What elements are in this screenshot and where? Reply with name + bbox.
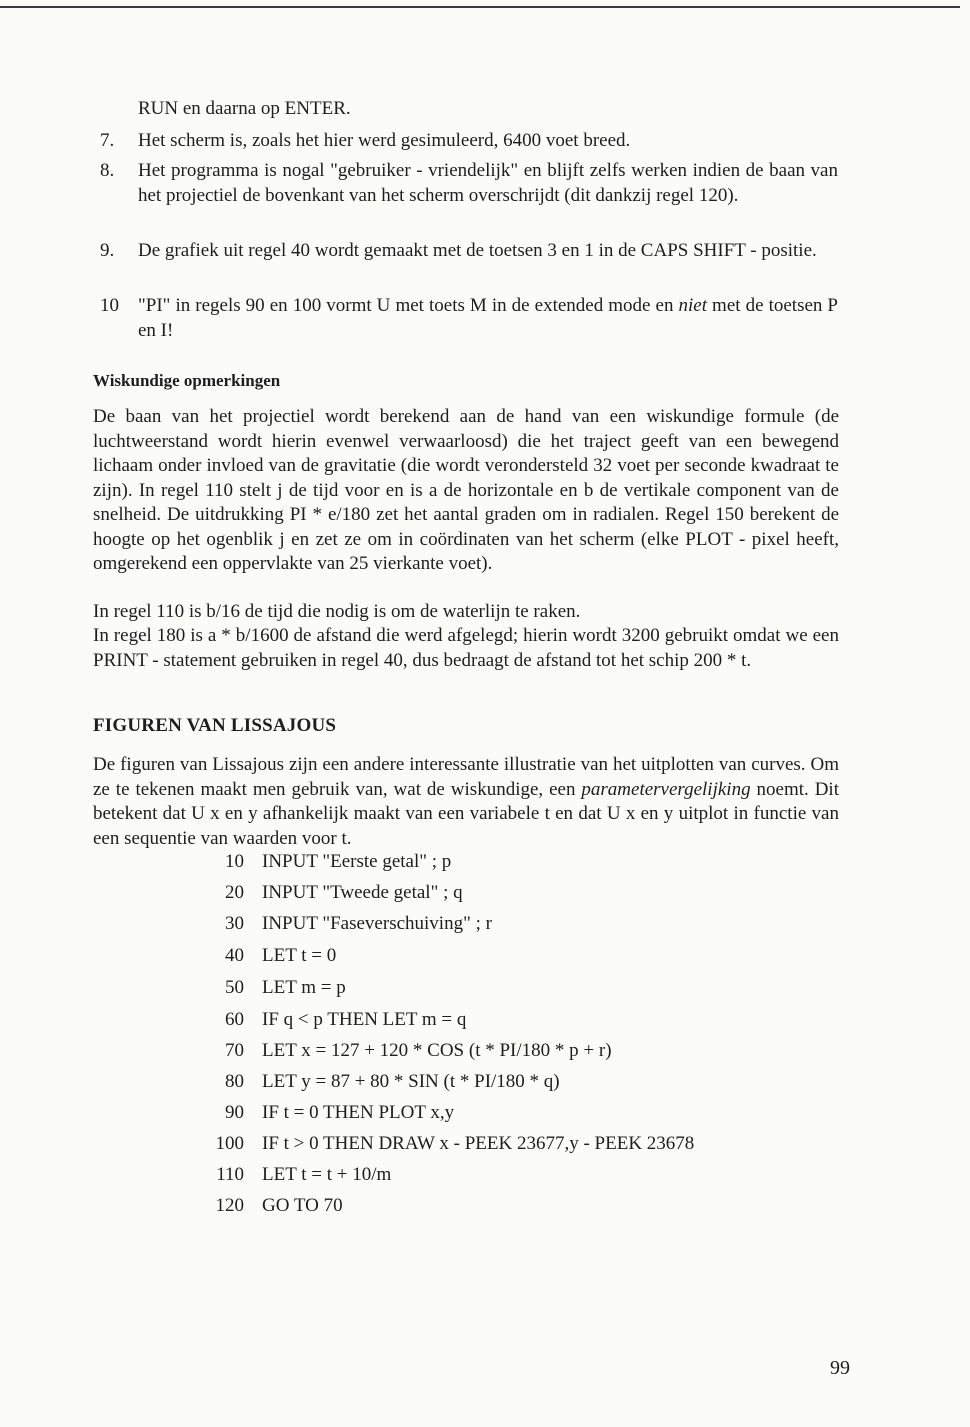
line-number: 50: [225, 977, 244, 998]
code-statement: LET t = 0: [262, 945, 337, 966]
code-line: [0, 1164, 970, 1192]
code-statement: IF t = 0 THEN PLOT x,y: [262, 1102, 455, 1123]
top-rule: [0, 6, 960, 8]
code-statement: INPUT "Tweede getal" ; q: [262, 882, 463, 903]
section-heading: Wiskundige opmerkingen: [93, 371, 281, 390]
code-line: [0, 1071, 970, 1099]
code-statement: INPUT "Faseverschuiving" ; r: [262, 913, 492, 934]
code-line: [0, 851, 970, 879]
continuation-line: RUN en daarna op ENTER.: [138, 98, 351, 119]
paragraph-part: noemt. Dit betekent dat U x en y afhankelijk maakt van een variabele t en dat U x en y uitplot in functie van een sequentie van waarden voor t.: [93, 778, 839, 849]
item-number: 9.: [100, 240, 115, 261]
code-line: [0, 882, 970, 910]
code-statement: IF q < p THEN LET m = q: [262, 1009, 467, 1030]
code-line: [0, 1040, 970, 1068]
line-number: 120: [215, 1195, 244, 1216]
code-statement: LET t = t + 10/m: [262, 1164, 392, 1185]
line-number: 80: [225, 1071, 244, 1092]
code-statement: INPUT "Eerste getal" ; p: [262, 851, 452, 872]
code-line: [0, 945, 970, 973]
code-line: [0, 977, 970, 1005]
paragraph-part: De figuren van Lissajous zijn een andere interessante illustratie van het uitplotten van curves. Om ze te tekenen maakt men gebruik van, wat de wiskundige, een: [93, 754, 839, 800]
item-text-emphasis: niet: [678, 295, 708, 316]
paragraph-emphasis: parametervergelijking: [581, 778, 751, 800]
line-number: 70: [225, 1040, 244, 1061]
item-text: [138, 293, 838, 343]
line-number: 100: [215, 1133, 244, 1154]
code-statement: LET x = 127 + 120 * COS (t * PI/180 * p + r): [262, 1040, 612, 1061]
line-number: 60: [225, 1009, 244, 1030]
code-statement: LET m = p: [262, 977, 346, 998]
code-statement: IF t > 0 THEN DRAW x - PEEK 23677,y - PEEK 23678: [262, 1133, 695, 1154]
code-line: [0, 1133, 970, 1161]
paragraph: [93, 753, 839, 851]
item-number: 10: [100, 295, 119, 316]
line-number: 10: [225, 851, 244, 872]
item-text: Het scherm is, zoals het hier werd gesimuleerd, 6400 voet breed.: [138, 130, 631, 151]
paragraph: In regel 180 is a * b/1600 de afstand die werd afgelegd; hierin wordt 3200 gebruikt omdat we een PRINT - statement gebruiken in regel 40, dus bedraagt de afstand tot het schip 200 * t.: [93, 625, 839, 671]
code-statement: GO TO 70: [262, 1195, 343, 1216]
line-number: 90: [225, 1102, 244, 1123]
item-number: 8.: [100, 160, 115, 181]
code-line: [0, 1195, 970, 1223]
item-text-part: "PI" in regels 90 en 100 vormt U met toets M in de extended mode en: [138, 295, 679, 316]
code-line: [0, 1009, 970, 1037]
paragraph: In regel 110 is b/16 de tijd die nodig is om de waterlijn te raken.: [93, 601, 581, 622]
code-statement: LET y = 87 + 80 * SIN (t * PI/180 * q): [262, 1071, 560, 1092]
section-heading: FIGUREN VAN LISSAJOUS: [93, 715, 337, 736]
page-number: 99: [830, 1357, 850, 1379]
line-number: 110: [216, 1164, 244, 1185]
item-text-part: met de toetsen P en I!: [138, 295, 839, 341]
paragraph: De baan van het projectiel wordt berekend aan de hand van een wiskundige formule (de luchtweerstand wordt hierin evenwel verwaarloosd) die het traject geeft van een bewegend lichaam onder invloed van de gravitatie (die wordt verondersteld 32 voet per seconde kwadraat te zijn). In regel 110 stelt j de tijd voor en is a de horizontale en b de vertikale component van de snelheid. De uitdrukking PI * e/180 zet het aantal graden om in radialen. Regel 150 berekent de hoogte op het ogenblik j en zet ze om in coördinaten van het scherm (elke PLOT - pixel heeft, omgerekend een oppervlakte van 25 vierkante voet).: [93, 406, 839, 574]
item-number: 7.: [100, 130, 115, 151]
code-line: [0, 1102, 970, 1130]
line-number: 30: [225, 913, 244, 934]
item-text: De grafiek uit regel 40 wordt gemaakt met de toetsen 3 en 1 in de CAPS SHIFT - positie.: [138, 240, 817, 261]
item-text: Het programma is nogal "gebruiker - vriendelijk" en blijft zelfs werken indien de baan van het projectiel de bovenkant van het scherm overschrijdt (dit dankzij regel 120).: [138, 160, 838, 206]
line-number: 40: [225, 945, 244, 966]
line-number: 20: [225, 882, 244, 903]
code-line: [0, 913, 970, 941]
